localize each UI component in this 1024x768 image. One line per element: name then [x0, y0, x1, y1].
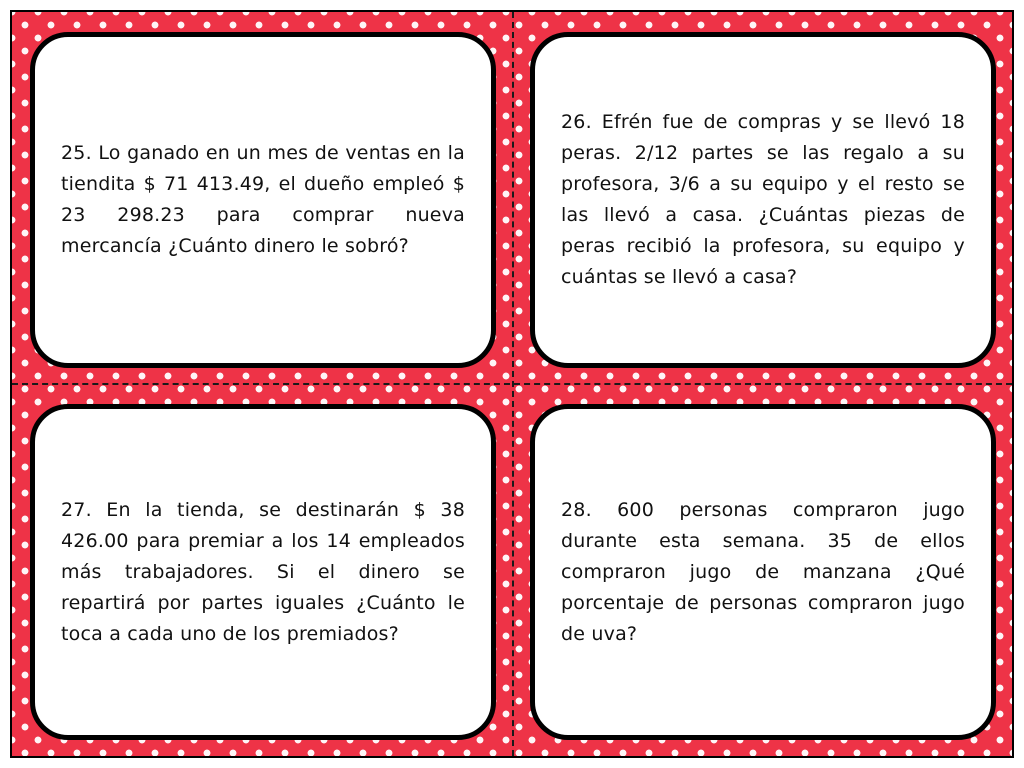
- problem-card-27: [30, 404, 496, 740]
- problem-text-25: 25. Lo ganado en un mes de ventas en la tiendita $ 71 413.49, el dueño empleó $ 23 298.23 para comprar nueva mercancía ¿Cuánto dinero le sobró?: [61, 142, 465, 257]
- problem-card-25: [30, 32, 496, 368]
- problem-text-26: 26. Efrén fue de compras y se llevó 18 peras. 2/12 partes se las regalo a su profesora, 3/6 a su equipo y el resto se las llevó a casa. ¿Cuántas piezas de peras recibió la profesora, su equipo y cuántas se llevó a casa?: [561, 111, 965, 288]
- task-card-sheet: [10, 10, 1014, 758]
- horizontal-cut-line: [12, 383, 1012, 385]
- problem-text-28: 28. 600 personas compraron jugo durante esta semana. 35 de ellos compraron jugo de manzana ¿Qué porcentaje de personas compraron jugo de uva?: [561, 498, 965, 645]
- problem-card-26: [530, 32, 996, 368]
- problem-text-27: 27. En la tienda, se destinarán $ 38 426.00 para premiar a los 14 empleados más trabajadores. Si el dinero se repartirá por partes iguales ¿Cuánto le toca a cada uno de los premiados?: [61, 498, 465, 645]
- problem-card-28: [530, 404, 996, 740]
